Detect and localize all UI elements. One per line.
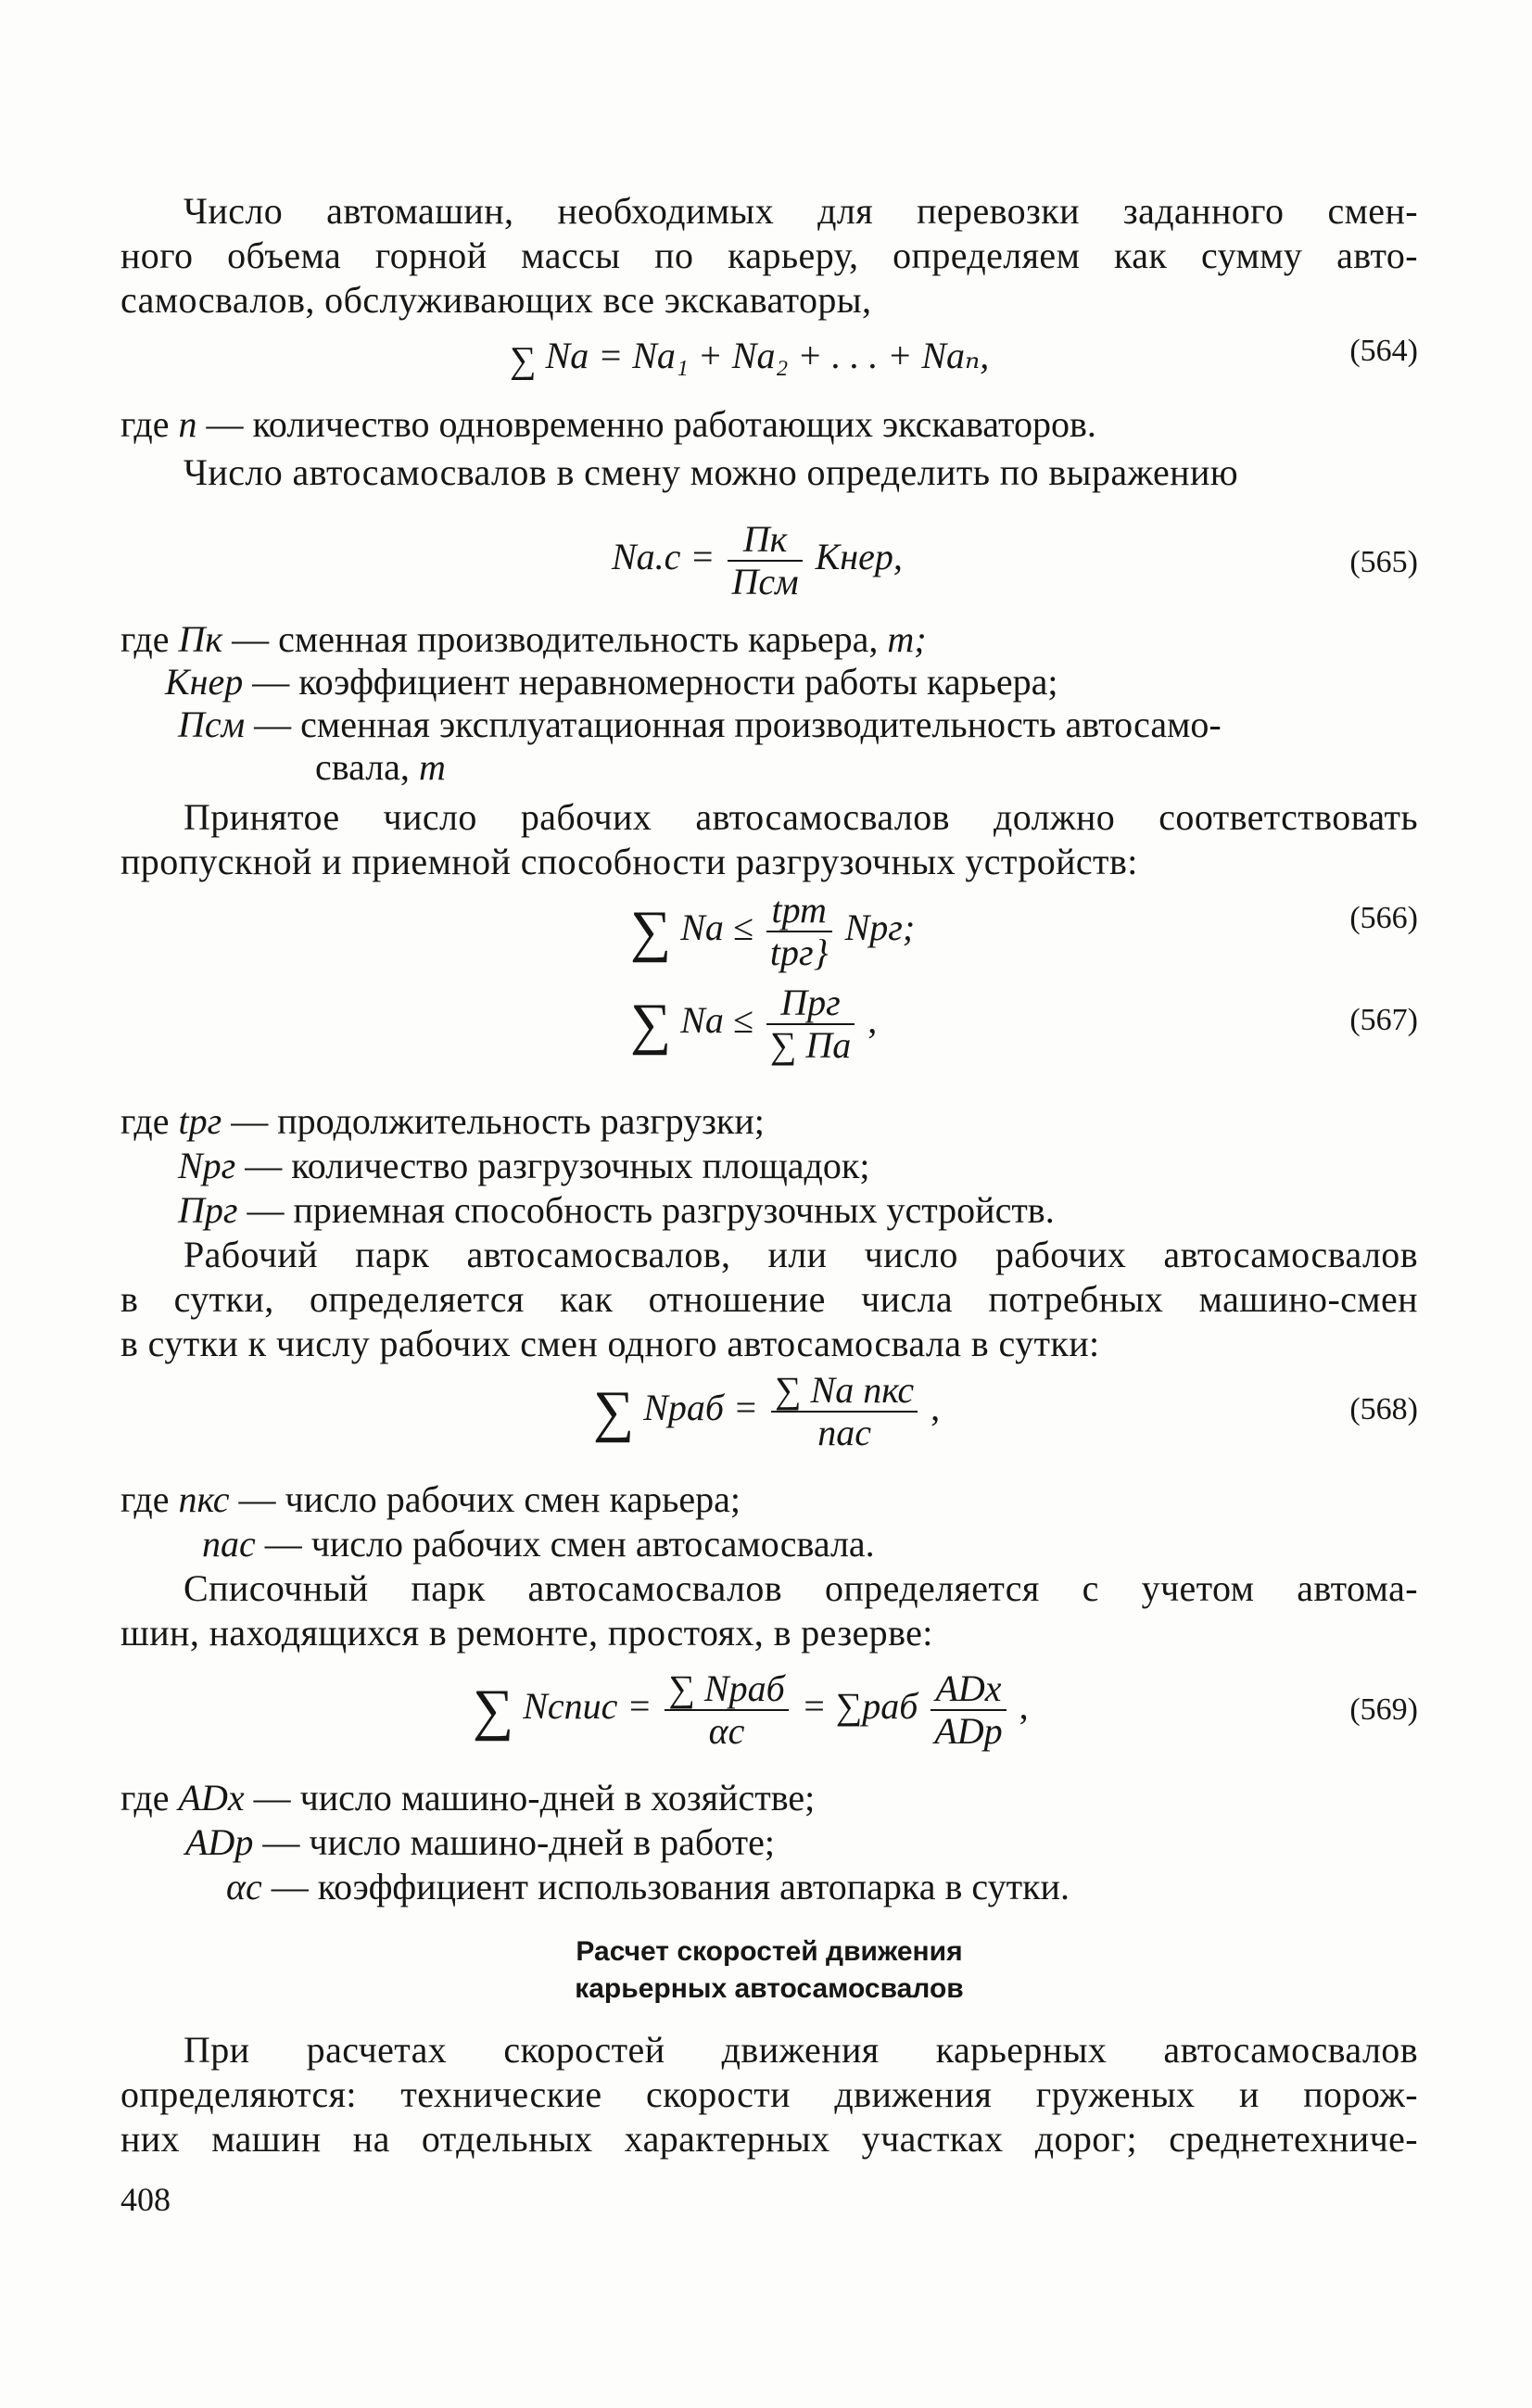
sum-symbol: ∑ [510, 338, 537, 381]
equation-569 [120, 1668, 1418, 1770]
paragraph-line: в сутки к числу рабочих смен одного автосамосвала в сутки: [120, 1323, 1100, 1364]
paragraph-line: самосвалов, обслуживающих все экскаваторы, [120, 279, 872, 321]
paragraph-line: Число автомашин, необходимых для перевозки заданного смен- [184, 190, 1418, 232]
equation-rhs: Nрг; [844, 906, 916, 949]
sum-symbol: ∑ [630, 900, 672, 963]
paragraph-line: ного объема горной массы по карьеру, определяем как сумму авто- [120, 234, 1418, 276]
definition-line: ADр — число машино-дней в работе; [185, 1821, 776, 1863]
equation-number: (567) [1349, 1003, 1418, 1037]
equation-body: Nа = Nа₁ + Nа₂ + . . . + Nаₙ, [545, 335, 990, 376]
paragraph-line: Списочный парк автосамосвалов определяется с учетом автома- [184, 1567, 1418, 1609]
equation-number: (569) [1349, 1692, 1418, 1727]
equation-rhs: , [867, 999, 878, 1042]
definition-line: где n — количество одновременно работающих экскаваторов. [120, 403, 1096, 445]
paragraph-line: шин, находящихся в ремонте, простоях, в резерве: [120, 1612, 933, 1654]
paragraph-line: Число автосамосвалов в смену можно определить по выражению [184, 451, 1239, 493]
paragraph-line: Рабочий парк автосамосвалов, или число рабочих автосамосвалов [184, 1234, 1418, 1275]
equation-rhs: Kнер, [815, 536, 903, 578]
equation-565 [120, 519, 1418, 621]
fraction: $\frac{Пк}{\text{Псм}}$ [728, 519, 802, 602]
equation-566 [120, 890, 1418, 982]
sum-symbol: ∑ [630, 993, 672, 1056]
equation-rhs: , [1019, 1685, 1029, 1728]
paragraph-line: в сутки, определяется как отношение числа потребных машино-смен [120, 1278, 1418, 1320]
equation-lhs: Nа ≤ [680, 906, 753, 949]
paragraph-line: Принятое число рабочих автосамосвалов должно соответствовать [184, 796, 1418, 838]
paragraph-line: них машин на отдельных характерных участках дорог; среднетехниче- [120, 2118, 1418, 2160]
definition-line: Kнер — коэффициент неравномерности работы карьера; [165, 661, 1058, 703]
paragraph-line: определяются: технические скорости движения груженых и порож- [120, 2073, 1418, 2115]
paragraph-line: пропускной и приемной способности разгрузочных устройств: [120, 841, 1138, 882]
definition-line: где ADх — число машино-дней в хозяйстве; [120, 1777, 816, 1819]
definition-line: свала, т [315, 746, 446, 788]
equation-lhs: Nа.с = [612, 536, 715, 578]
equation-number: (564) [1349, 334, 1418, 368]
equation-lhs: Nспис = [523, 1685, 652, 1728]
definition-line: где Пк — сменная производительность карьера, т; [120, 618, 927, 660]
fraction: $\frac{\text{tрт}}{\text{tрг\}}}$ [766, 890, 832, 973]
definition-line: Nрг — количество разгрузочных площадок; [178, 1145, 870, 1186]
sum-symbol: ∑ [593, 1380, 635, 1443]
fraction: $\frac{\text{∑ Nраб}}{\alpha с}$ [665, 1668, 788, 1752]
equation-lhs: Nа ≤ [680, 999, 753, 1042]
definition-line: Псм — сменная эксплуатационная производительность автосамо- [178, 703, 1222, 745]
definition-line: nас — число рабочих смен автосамосвала. [202, 1523, 875, 1565]
definition-line: где tрг — продолжительность разгрузки; [120, 1100, 765, 1142]
sum-symbol: ∑ [473, 1679, 514, 1742]
fraction: $\frac{\text{Прг}}{\sum Па}$ [766, 982, 855, 1066]
fraction: $\frac{\text{∑ Nа nкс}}{\text{nас}}$ [771, 1370, 918, 1453]
equation-rhs: , [931, 1387, 941, 1429]
equation-567 [120, 982, 1418, 1084]
equation-number: (566) [1349, 901, 1418, 935]
equation-number: (568) [1349, 1392, 1418, 1426]
equation-number: (565) [1349, 545, 1418, 579]
equation-middle: = ∑раб [801, 1685, 918, 1728]
paragraph-line: При расчетах скоростей движения карьерных автосамосвалов [184, 2029, 1418, 2071]
definition-line: Прг — приемная способность разгрузочных устройств. [178, 1189, 1055, 1231]
page-number: 408 [120, 2181, 171, 2218]
section-heading-line: карьерных автосамосвалов [575, 1973, 964, 2004]
equation-568 [120, 1370, 1418, 1472]
fraction: $\frac{\text{ADх}}{\text{ADр}}$ [931, 1668, 1006, 1752]
definition-line: где nкс — число рабочих смен карьера; [120, 1478, 741, 1520]
definition-line: αс — коэффициент использования автопарка в сутки. [226, 1866, 1070, 1907]
equation-564 [120, 334, 1418, 389]
equation-lhs: Nраб = [643, 1387, 758, 1429]
section-heading-line: Расчет скоростей движения [576, 1936, 963, 1967]
